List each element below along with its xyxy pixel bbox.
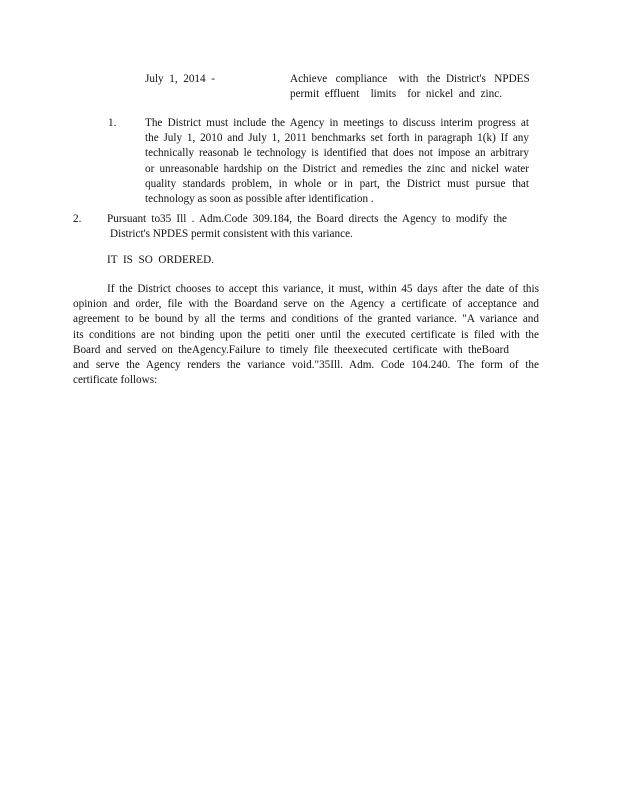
item-2-number: 2.: [73, 213, 82, 225]
schedule-date: [145, 72, 215, 87]
schedule-action-line: Achieve compliance with the District's NPDES: [290, 73, 530, 85]
item-1-paragraph: [145, 116, 529, 207]
item-2-line: District's NPDES permit consistent with this variance.: [110, 228, 353, 241]
so-ordered-text: IT IS SO ORDERED.: [107, 254, 215, 266]
closing-line: its conditions are not binding upon the petiti oner until the executed certificate is filed with the: [73, 328, 539, 341]
schedule-action: [290, 72, 530, 102]
item-1-line: The District must include the Agency in meetings to discuss interim progress at: [145, 117, 529, 129]
closing-line: certificate follows:: [73, 374, 158, 387]
schedule-action-line: permit effluent limits for nickel and zinc.: [290, 88, 502, 101]
item-2-paragraph: [107, 212, 507, 242]
item-1-line: technology as soon as possible after identification .: [145, 193, 374, 206]
item-1-number: 1.: [108, 117, 117, 129]
closing-line: agreement to be bound by all the terms and conditions of the granted variance. "A variance and: [73, 313, 539, 326]
closing-line: Board and served on theAgency.Failure to timely file theexecuted certificate with theBoard: [73, 343, 509, 356]
closing-line: and serve the Agency renders the variance void."35Ill. Adm. Code 104.240. The form of the: [73, 359, 539, 372]
closing-paragraph: [73, 282, 539, 388]
item-1-line: technically reasonab le technology is identified that does not impose an arbitrary: [145, 147, 529, 160]
item-1-line: the July 1, 2010 and July 1, 2011 benchmarks set forth in paragraph 1(k) If any: [145, 132, 529, 145]
closing-line: If the District chooses to accept this variance, it must, within 45 days after the date of this: [107, 283, 539, 295]
item-1-line: quality standards problem, in whole or in part, the District must pursue that: [145, 177, 529, 190]
schedule-date-text: July 1, 2014 -: [145, 73, 215, 85]
so-ordered: [107, 253, 214, 268]
item-2-line: Pursuant to35 Ill . Adm.Code 309.184, the Board directs the Agency to modify the: [107, 213, 507, 225]
item-1-line: or unreasonable hardship on the District and remedies the zinc and nickel water: [145, 162, 529, 175]
closing-line: opinion and order, file with the Boardand serve on the Agency a certificate of acceptance and: [73, 298, 539, 311]
